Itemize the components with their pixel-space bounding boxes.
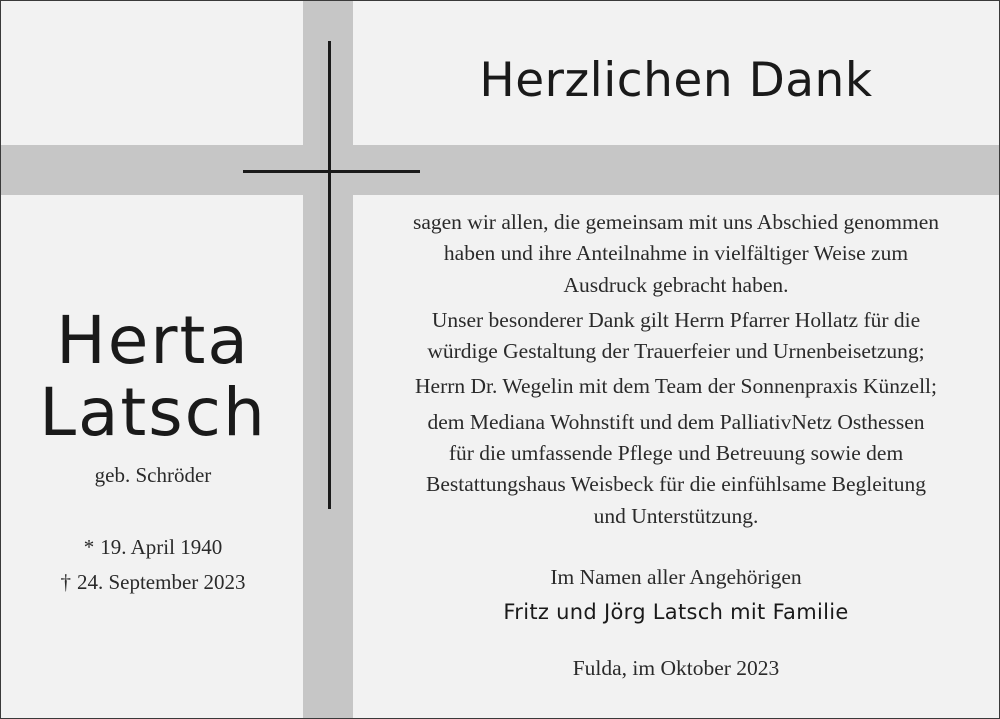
birth-symbol: * bbox=[83, 535, 95, 559]
text-line: sagen wir allen, die gemeinsam mit uns Abschied genommen bbox=[412, 210, 940, 234]
text-line: dem Mediana Wohnstift und dem PalliativNetz Osthessen bbox=[427, 409, 925, 434]
text-line: Unser besonderer Dank gilt Herrn Pfarrer Hollatz für die bbox=[431, 307, 921, 332]
cross-line-horizontal bbox=[243, 170, 420, 173]
death-line bbox=[1, 568, 305, 596]
text-line: Bestattungshaus Weisbeck für die einfühlsame Begleitung bbox=[425, 472, 927, 497]
paragraph-thanks-all bbox=[356, 207, 996, 301]
paragraph-thanks-pastor bbox=[356, 305, 996, 368]
paragraph-thanks-care bbox=[356, 407, 996, 532]
deceased-last-name: Latsch bbox=[39, 374, 267, 451]
text-line: und Unterstützung. bbox=[593, 503, 759, 528]
text-line: haben und ihre Anteilnahme in vielfältiger Weise zum bbox=[443, 241, 909, 266]
maiden-name: geb. Schröder bbox=[94, 463, 212, 487]
text-line: für die umfassende Pflege und Betreuung sowie dem bbox=[448, 441, 904, 466]
text-line: Herrn Dr. Wegelin mit dem Team der Sonnenpraxis Künzell; bbox=[415, 374, 937, 399]
text-line: würdige Gestaltung der Trauerfeier und Urnenbeisetzung; bbox=[427, 339, 925, 364]
death-date: 24. September 2023 bbox=[76, 570, 246, 594]
thank-you-heading: Herzlichen Dank bbox=[479, 53, 873, 108]
thank-you-text bbox=[356, 207, 996, 532]
death-symbol: † bbox=[60, 570, 71, 594]
paragraph-thanks-doctor bbox=[356, 371, 996, 402]
birth-line bbox=[1, 533, 305, 561]
signature-names: Fritz und Jörg Latsch mit Familie bbox=[503, 600, 849, 624]
cross-line-vertical bbox=[328, 41, 331, 509]
cross-band-horizontal bbox=[1, 145, 999, 195]
deceased-first-name: Herta bbox=[56, 302, 250, 379]
signature-intro: Im Namen aller Angehörigen bbox=[550, 565, 802, 589]
birth-date: 19. April 1940 bbox=[100, 535, 223, 559]
place-and-date: Fulda, im Oktober 2023 bbox=[572, 656, 780, 680]
text-line: Ausdruck gebracht haben. bbox=[563, 272, 789, 297]
